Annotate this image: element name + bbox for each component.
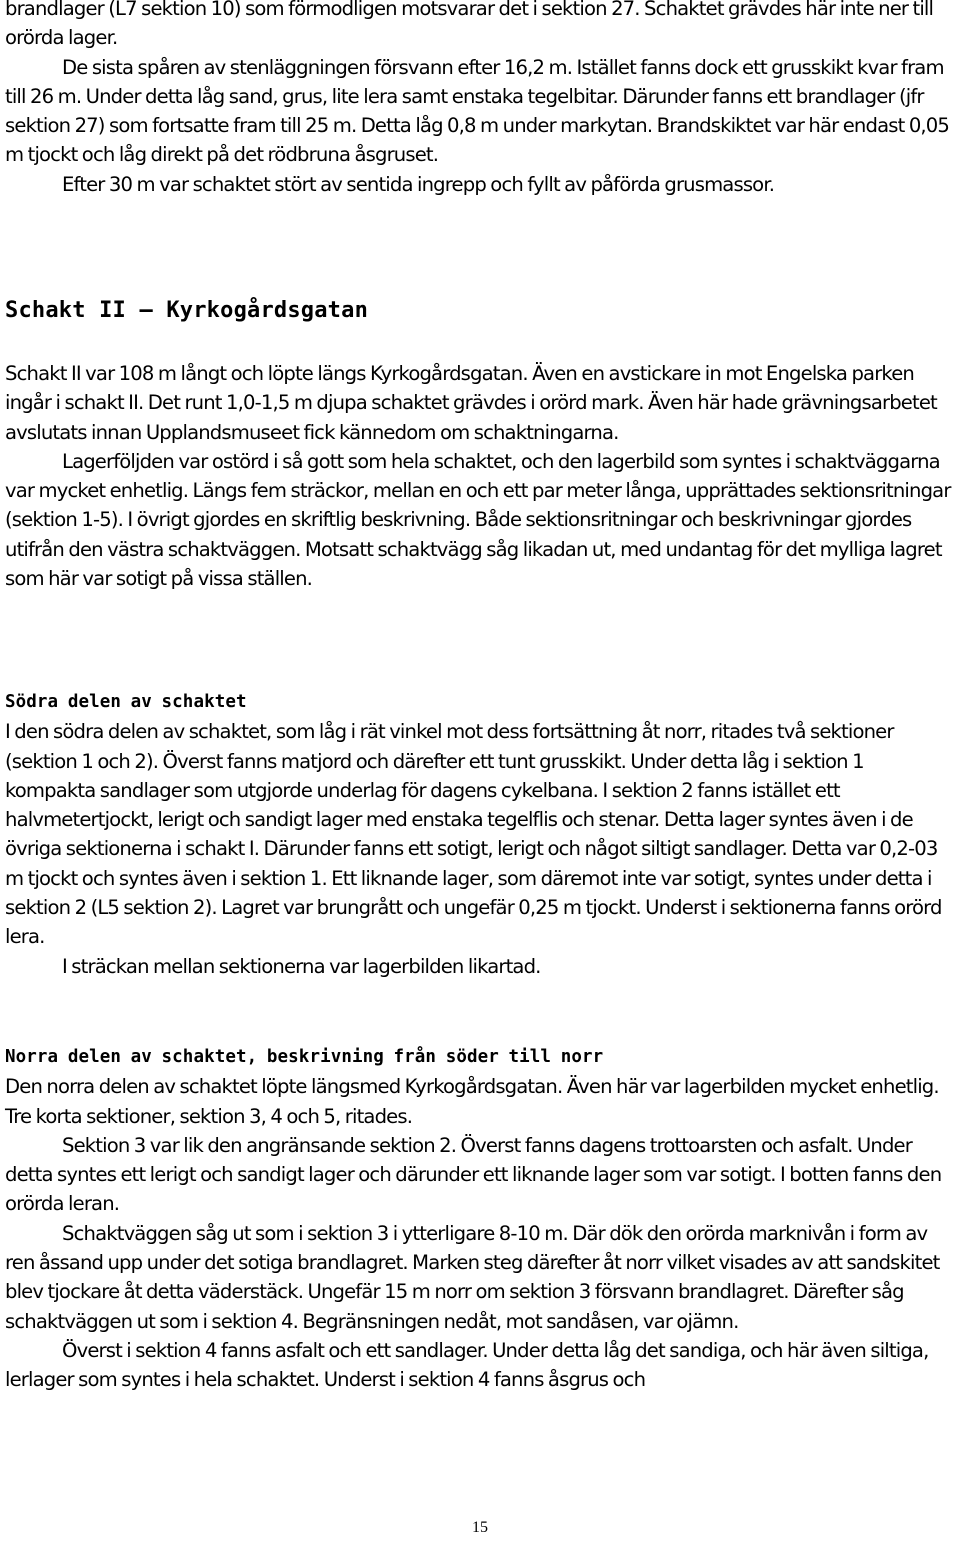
intro-text-block xyxy=(5,0,955,199)
intro-paragraph-3: Efter 30 m var schaktet stört av sentida ingrepp och fyllt av påförda grusmassor. xyxy=(62,172,775,196)
intro-paragraph-2: De sista spåren av stenläggningen försvann efter 16,2 m. Istället fanns dock ett grusskikt kvar fram till 26 m. Under detta låg sand, grus, lite lera samt enstaka tegelbitar. Därunder fanns ett brandlager (jfr sektion 27) som fortsatte fram till 25 m. Detta låg 0,8 m under markytan. Brandskiktet var här endast 0,05 m tjockt och låg direkt på det rödbruna åsgruset. xyxy=(5,55,950,167)
section-paragraph-2: Lagerföljden var ostörd i så gott som hela schaktet, och den lagerbild som syntes i schaktväggarna var mycket enhetlig. Längs fem sträckor, mellan en och ett par meter långa, upprättades sektionsritningar (sektion 1-5). I övrigt gjordes en skriftlig beskrivning. Både sektionsritningar och beskrivningar gjordes utifrån den västra schaktväggen. Motsatt schaktvägg såg likadan ut, med undantag för det mylliga lagret som här var sotigt på vissa ställen. xyxy=(5,449,951,591)
intro-paragraph-1: brandlager (L7 sektion 10) som förmodligen motsvarar det i sektion 27. Schaktet grävdes här inte ner till orörda lager. xyxy=(5,0,934,50)
section-text-block xyxy=(5,359,955,593)
norra-paragraph-2: Sektion 3 var lik den angränsande sektion 2. Överst fanns dagens trottoarsten och asfalt. Under detta syntes ett lerigt och sandigt lager och därunder ett liknande lager som var sotigt. I botten fanns den orörda leran. xyxy=(5,1133,942,1216)
sodra-text-block xyxy=(5,688,955,981)
sodra-paragraph-2: I sträckan mellan sektionerna var lagerbilden likartad. xyxy=(62,954,541,978)
page-number: 15 xyxy=(472,1519,488,1536)
sodra-heading: Södra delen av schaktet xyxy=(5,692,247,712)
sodra-paragraph-1: I den södra delen av schaktet, som låg i rät vinkel mot dess fortsättning åt norr, ritades två sektioner (sektion 1 och 2). Överst fanns matjord och därefter ett tunt grusskikt. Under detta låg i sektion 1 kompakta sandlager som utgjorde underlag för dagens cykelbana. I sektion 2 fanns istället ett halvmetertjockt, lerigt och sandigt lager med enstaka tegelflis och stenar. Detta lager syntes även i de övriga sektionerna i schakt I. Därunder fanns ett sotigt, lerigt och något siltigt sandlager. Detta var 0,2-03 m tjockt och syntes även i sektion 1. Ett liknande lager, som däremot inte var sotigt, syntes under detta i sektion 2 (L5 sektion 2). Lagret var brungrått och ungefär 0,25 m tjockt. Underst i sektionerna fanns orörd lera. xyxy=(5,720,942,949)
norra-paragraph-1: Den norra delen av schaktet löpte längsmed Kyrkogårdsgatan. Även här var lagerbilden mycket enhetlig. Tre korta sektioner, sektion 3, 4 och 5, ritades. xyxy=(5,1075,939,1128)
norra-paragraph-4: Överst i sektion 4 fanns asfalt och ett sandlager. Under detta låg det sandiga, och här även siltiga, lerlager som syntes i hela schaktet. Underst i sektion 4 fanns åsgrus och xyxy=(5,1338,929,1392)
section-paragraph-1: Schakt II var 108 m långt och löpte längs Kyrkogårdsgatan. Även en avstickare in mot Engelska parken ingår i schakt II. Det runt 1,0-1,5 m djupa schaktet grävdes i orörd mark. Även här hade grävningsarbetet avslutats innan Upplandsmuseet fick kännedom om schaktningarna. xyxy=(5,362,937,444)
norra-paragraph-3: Schaktväggen såg ut som i sektion 3 i ytterligare 8-10 m. Där dök den orörda marknivån i form av ren åssand upp under det sotiga brandlagret. Marken steg därefter åt norr vilket visades av att sandskitet blev tjockare åt detta väderstäck. Ungefär 15 m norr om sektion 3 försvann brandlagret. Därefter såg schaktväggen ut som i sektion 4. Begränsningen nedåt, mot sandåsen, var ojämn. xyxy=(5,1221,940,1333)
norra-text-block xyxy=(5,1043,955,1395)
norra-heading: Norra delen av schaktet, beskrivning från söder till norr xyxy=(5,1047,604,1067)
section-title: Schakt II – Kyrkogårdsgatan xyxy=(5,298,369,323)
